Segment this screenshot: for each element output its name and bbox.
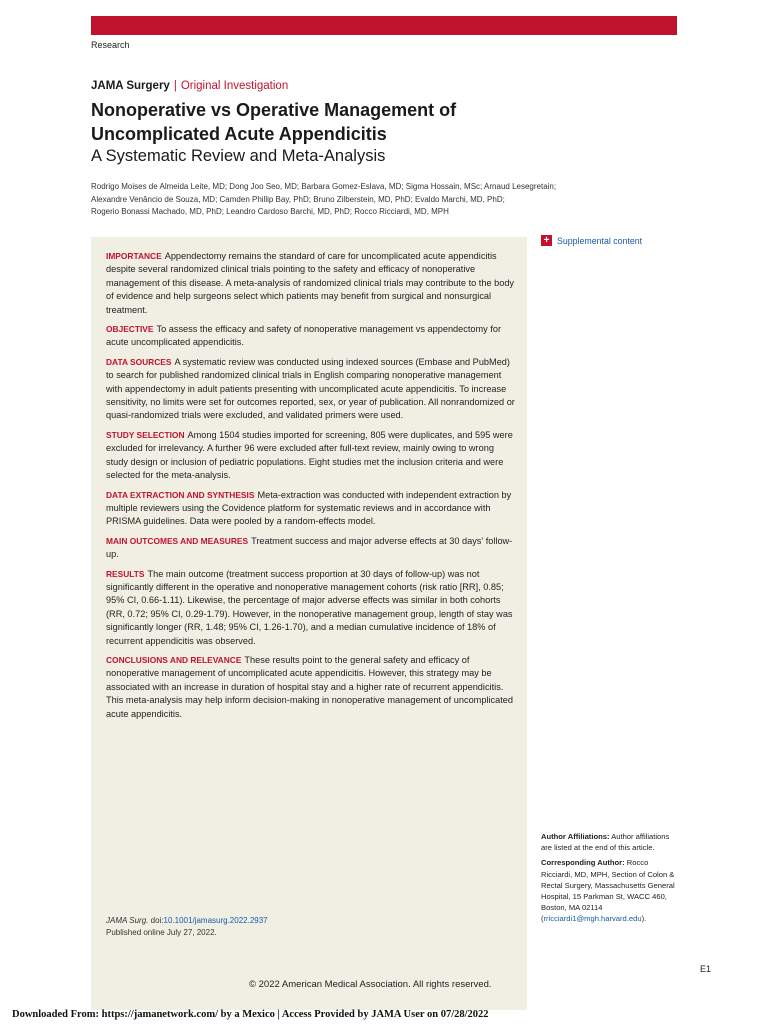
corresponding-label: Corresponding Author: xyxy=(541,858,625,868)
abstract-heading: DATA EXTRACTION AND SYNTHESIS xyxy=(106,489,255,500)
abstract-section-study-selection xyxy=(106,429,516,483)
abstract-heading: OBJECTIVE xyxy=(106,324,154,335)
abstract-section-objective xyxy=(106,323,516,350)
abstract-heading: IMPORTANCE xyxy=(106,251,162,261)
abstract-section-results xyxy=(106,568,516,648)
copyright-notice: © 2022 American Medical Association. All rights reserved. xyxy=(249,979,492,990)
corresponding-text: Rocco Ricciardi, MD, MPH, Section of Colon & Rectal Surgery, Massachusetts General Hospital, 15 Parkman St, WACC 460, Boston, MA 02114 xyxy=(541,858,675,913)
abstract-heading: CONCLUSIONS AND RELEVANCE xyxy=(106,654,242,665)
affiliations-text: Author affiliations are listed at the end of this article. xyxy=(541,832,670,853)
citation-doi-prefix: doi: xyxy=(150,916,164,925)
abstract-section-data-extraction xyxy=(106,489,516,529)
download-notice: Downloaded From: https://jamanetwork.com/ by a Mexico | Access Provided by JAMA User on 07/28/2022 xyxy=(12,1009,489,1020)
abstract-section-conclusions xyxy=(106,654,516,721)
abstract-section-main-outcomes xyxy=(106,535,516,562)
author-affiliations xyxy=(541,831,681,853)
citation-block xyxy=(106,915,268,939)
plus-icon: + xyxy=(541,235,552,246)
author-line: Rogerio Bonassi Machado, MD, PhD; Leandro Cardoso Barchi, MD, PhD; Rocco Ricciardi, MD, MPH xyxy=(91,207,449,216)
journal-separator: | xyxy=(173,80,177,92)
author-line: Rodrigo Moises de Almeida Leite, MD; Dong Joo Seo, MD; Barbara Gomez-Eslava, MD; Sigma Hossain, MSc; Arnaud Lesegretain; xyxy=(91,182,557,191)
article-subtitle: A Systematic Review and Meta-Analysis xyxy=(91,147,386,165)
journal-name: JAMA Surgery xyxy=(91,80,170,92)
abstract-heading: STUDY SELECTION xyxy=(106,429,185,440)
corresponding-author: Corresponding Author: Rocco Ricciardi, MD, MPH, Section of Colon & Rectal Surgery, Massachusetts General Hospital, 15 Parkman St, WACC 460, Boston, MA 02114 (rricciardi1@mgh.harvard.edu). xyxy=(541,858,675,924)
abstract-text: The main outcome (treatment success proportion at 30 days of follow-up) was not significantly different in the operative and nonoperative management cohorts (risk ratio [RR], 0.85; 95% CI, 0.66-1.11). Likewise, the percentage of major adverse effects was similar in both cohorts (RR, 0.72; 95% CI, 0.29-1.79). However, in the nonoperative management group, length of stay was significantly longer (RR, 1.48; 95% CI, 1.26-1.70), and a median cumulative incidence of 18% of recurrent appendicitis was observed. xyxy=(106,568,513,646)
abstract-text: These results point to the general safety and efficacy of nonoperative management of uncomplicated acute appendicitis. However, this strategy may be associated with an increase in duration of hospital stay and a higher rate of recurrent appendicitis. This meta-analysis may help inform decision-making in nonoperative management of uncomplicated acute appendicitis. xyxy=(106,654,514,719)
abstract-section-importance xyxy=(106,250,516,317)
supplemental-label: Supplemental content xyxy=(557,235,643,246)
doi-link[interactable]: 10.1001/jamasurg.2022.2937 xyxy=(163,916,268,925)
email-link[interactable]: rricciardi1@mgh.harvard.edu xyxy=(543,914,642,924)
supplemental-content-link[interactable] xyxy=(541,235,642,246)
abstract-text: To assess the efficacy and safety of nonoperative management vs appendectomy for acute uncomplicated appendicitis. xyxy=(106,324,502,348)
article-title: Nonoperative vs Operative Management of Uncomplicated Acute Appendicitis xyxy=(91,100,457,144)
citation-journal: JAMA Surg. xyxy=(106,916,149,925)
publication-date: Published online July 27, 2022. xyxy=(106,928,217,937)
abstract-box xyxy=(91,237,527,1010)
affiliations-label: Author Affiliations: xyxy=(541,832,610,841)
abstract-text: Meta-extraction was conducted with independent extraction by multiple reviewers using the Covidence platform for systematic reviews and in accordance with PRISMA guidelines. Data were pooled by a random-effects model. xyxy=(106,489,512,527)
article-type: Original Investigation xyxy=(180,80,289,92)
journal-line xyxy=(91,80,288,92)
abstract-text: Treatment success and major adverse effects at 30 days' follow-up. xyxy=(106,535,513,560)
sidebar-info xyxy=(541,831,681,929)
journal-top-bar xyxy=(91,16,677,35)
abstract-section-data-sources xyxy=(106,356,516,423)
citation-line xyxy=(106,915,268,927)
author-list xyxy=(91,181,591,219)
author-line: Alexandre Venâncio de Souza, MD; Camden Phillip Bay, PhD; Bruno Zilberstein, MD, PhD; Evaldo Marchi, MD, PhD; xyxy=(91,194,505,204)
abstract-heading: RESULTS xyxy=(106,568,145,579)
page-number: E1 xyxy=(700,964,712,974)
abstract-body xyxy=(106,250,516,727)
abstract-text: Among 1504 studies imported for screening, 805 were duplicates, and 595 were excluded for irrelevancy. A further 96 were excluded after full-text review, mainly owing to wrong study design or inclusion of pediatric populations. Eight studies met the inclusion criteria and were selected for the meta-analysis. xyxy=(106,429,513,481)
section-label: Research xyxy=(91,40,130,50)
abstract-heading: MAIN OUTCOMES AND MEASURES xyxy=(106,535,249,546)
abstract-heading: DATA SOURCES xyxy=(106,356,172,367)
abstract-text: Appendectomy remains the standard of care for uncomplicated acute appendicitis despite several randomized clinical trials pointing to the safety and efficacy of nonoperative management of this disease. A meta-analysis of randomized clinical trials may contribute to the body of evidence and help surgeons select which patients may benefit from surgical and nonsurgical treatment. xyxy=(106,251,515,315)
abstract-text: A systematic review was conducted using indexed sources (Embase and PubMed) to search for published randomized clinical trials in English comparing nonoperative management with appendectomy in adult patients presenting with uncomplicated acute appendicitis. To increase sensitivity, no limits were set for outcomes reported, sex, or year of publication. All nonrandomized or quasi-randomized trials were excluded, and validated primers were used. xyxy=(106,356,515,421)
